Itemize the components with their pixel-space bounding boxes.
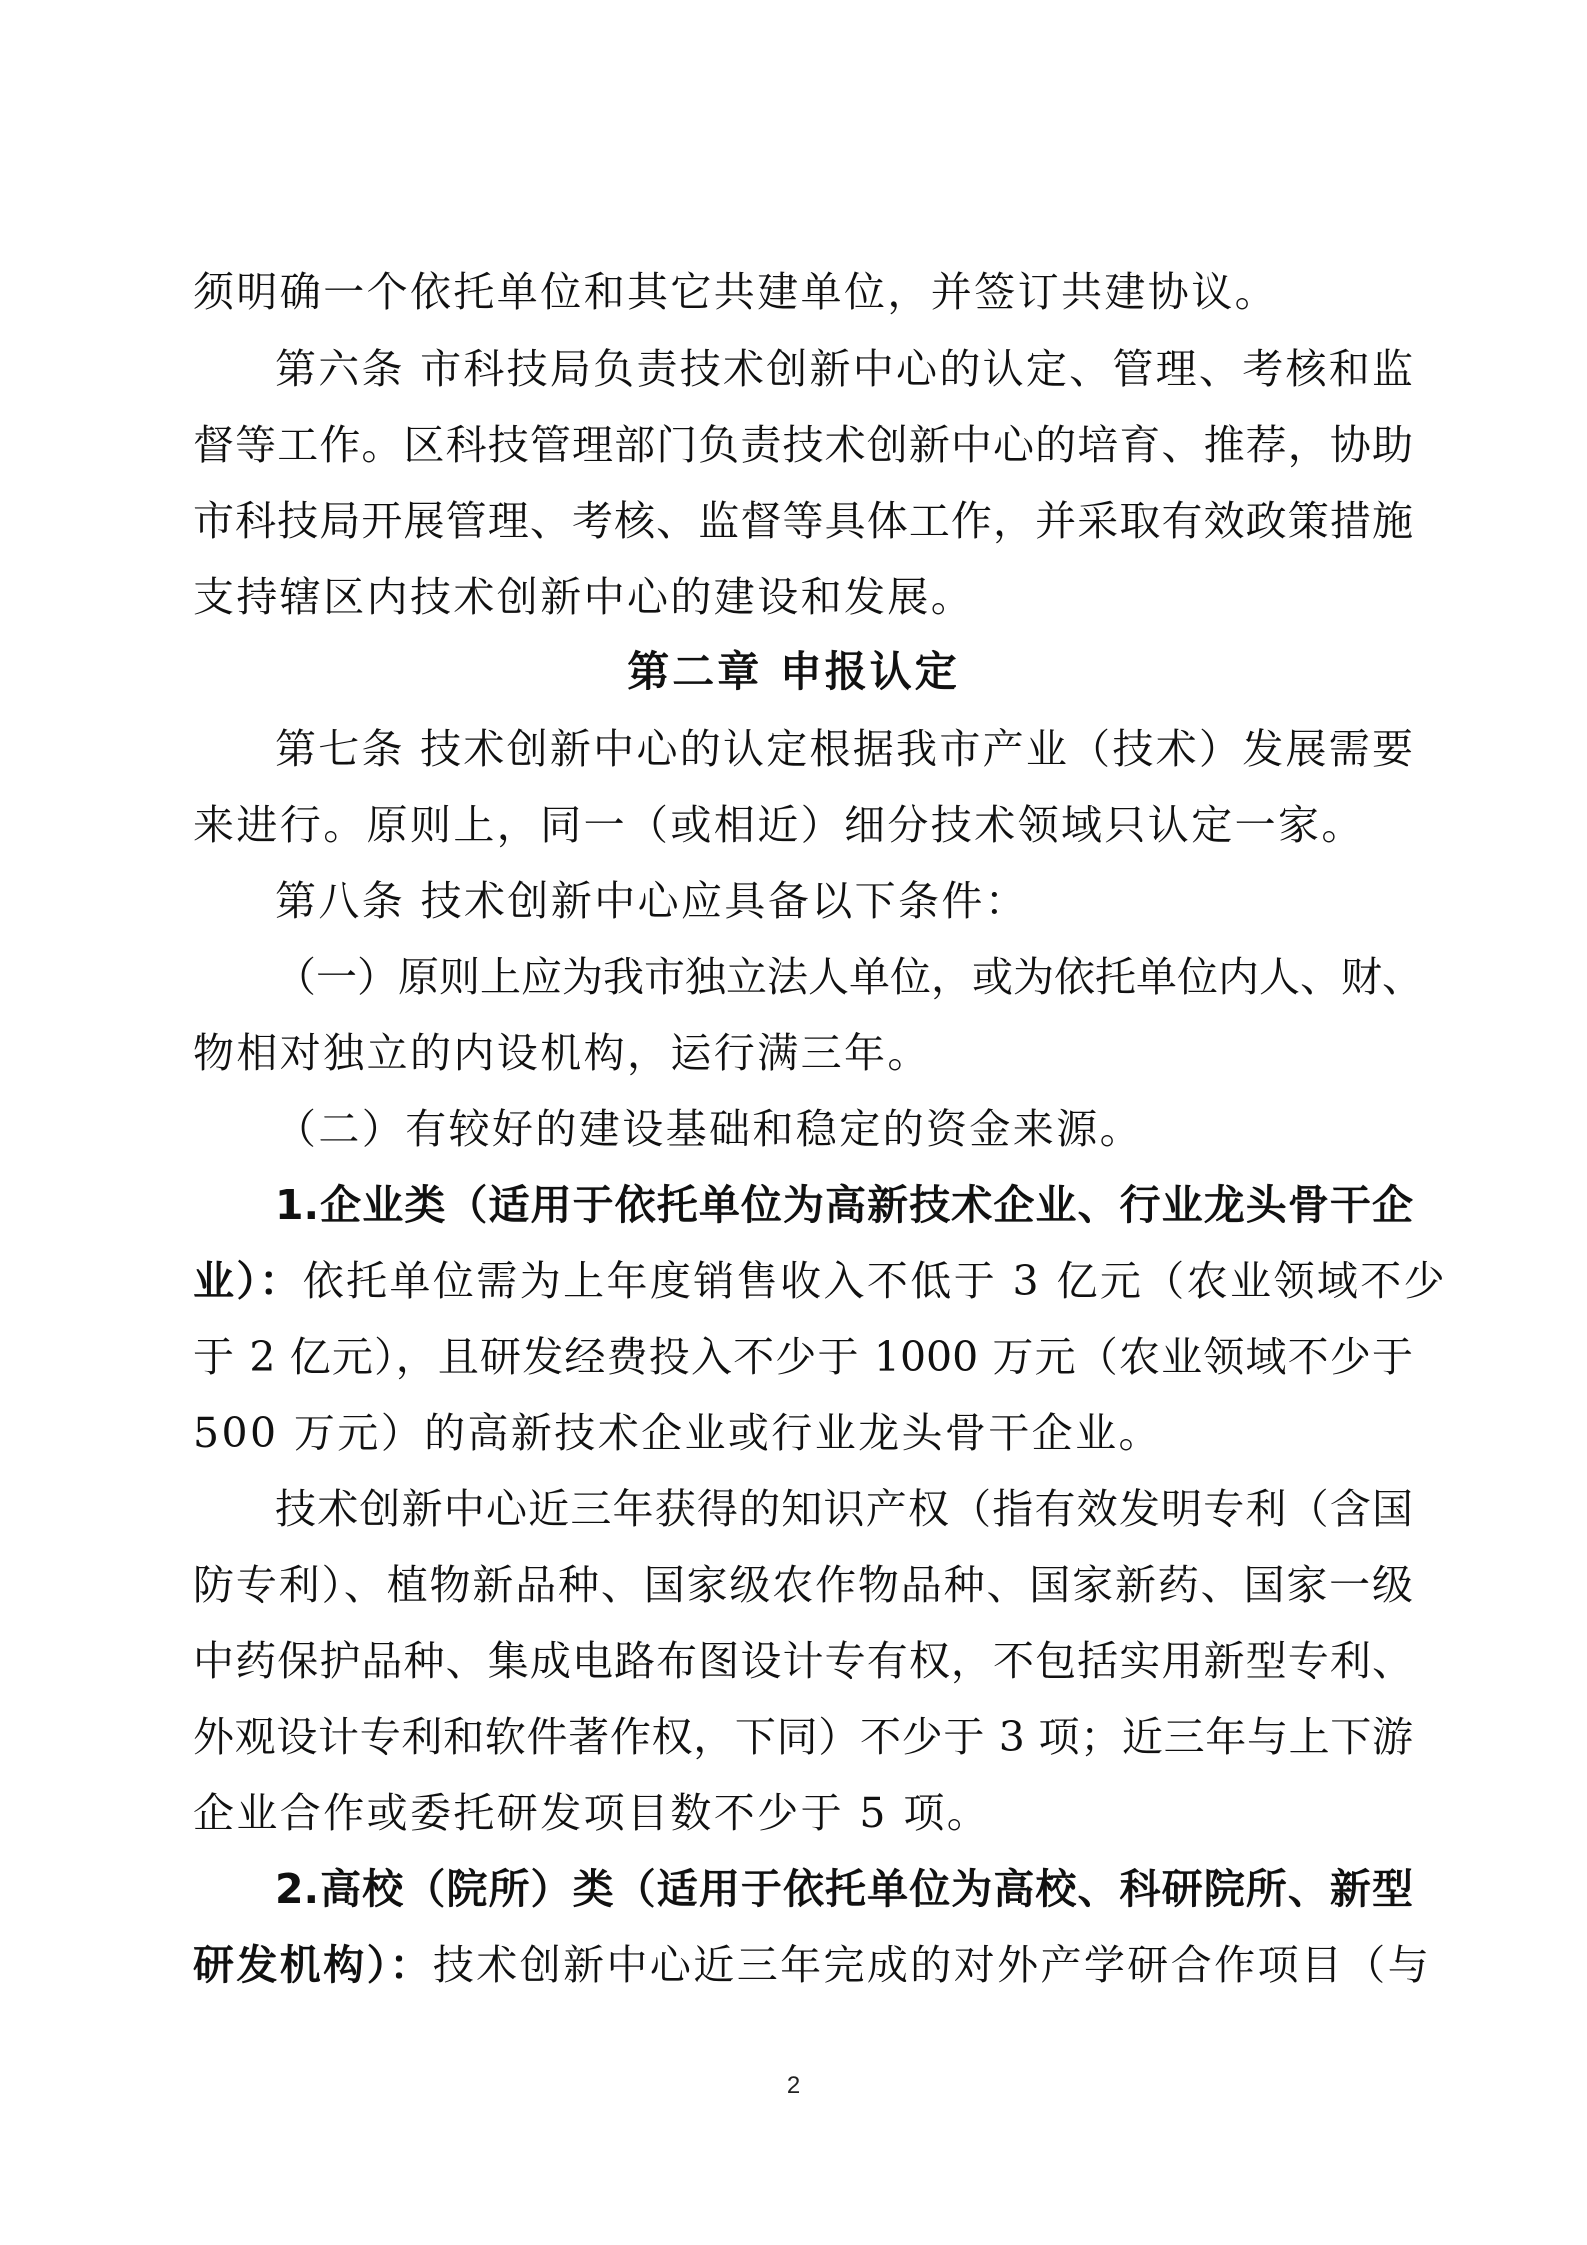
paragraph-line: [193, 1933, 1432, 1997]
paragraph-line: 外观设计专利和软件著作权，下同）不少于 3 项；近三年与上下游: [193, 1713, 1413, 1761]
paragraph-text: 依托单位需为上年度销售收入不低于 3 亿元（农业领域不少: [302, 1257, 1448, 1305]
page-number: 2: [786, 2072, 801, 2099]
paragraph-line: 500 万元）的高新技术企业或行业龙头骨干企业。: [193, 1409, 1162, 1457]
paragraph-line: 来进行。原则上，同一（或相近）细分技术领域只认定一家。: [193, 801, 1365, 849]
paragraph-line: 支持辖区内技术创新中心的建设和发展。: [193, 573, 975, 621]
paragraph-line: 技术创新中心近三年获得的知识产权（指有效发明专利（含国: [275, 1485, 1413, 1533]
paragraph-line: （一）原则上应为我市独立法人单位，或为依托单位内人、财、: [275, 953, 1423, 1001]
paragraph-line: 企业合作或委托研发项目数不少于 5 项。: [193, 1789, 991, 1837]
paragraph-line: [193, 1249, 1448, 1313]
chapter-heading: 第二章 申报认定: [627, 647, 960, 696]
paragraph-line: 须明确一个依托单位和其它共建单位，并签订共建协议。: [193, 268, 1278, 316]
paragraph-line: 第八条 技术创新中心应具备以下条件：: [275, 877, 1029, 925]
paragraph-text: 技术创新中心近三年完成的对外产学研合作项目（与: [432, 1941, 1432, 1989]
paragraph-line: 市科技局开展管理、考核、监督等具体工作，并采取有效政策措施: [193, 497, 1413, 545]
paragraph-line: 督等工作。区科技管理部门负责技术创新中心的培育、推荐，协助: [193, 421, 1413, 469]
paragraph-line: 物相对独立的内设机构，运行满三年。: [193, 1029, 931, 1077]
paragraph-line: 第七条 技术创新中心的认定根据我市产业（技术）发展需要: [275, 725, 1413, 773]
subheading-university-end: 研发机构）：: [193, 1941, 433, 1989]
subheading-enterprise-end: 业）：: [193, 1257, 303, 1305]
paragraph-line: 于 2 亿元），且研发经费投入不少于 1000 万元（农业领域不少于: [193, 1333, 1413, 1381]
paragraph-line: 防专利）、植物新品种、国家级农作物品种、国家新药、国家一级: [193, 1561, 1413, 1609]
paragraph-line: （二）有较好的建设基础和稳定的资金来源。: [275, 1105, 1143, 1153]
paragraph-line: 第六条 市科技局负责技术创新中心的认定、管理、考核和监: [275, 345, 1413, 393]
paragraph-line: 中药保护品种、集成电路布图设计专有权，不包括实用新型专利、: [193, 1637, 1413, 1685]
subheading-enterprise: 1.企业类（适用于依托单位为高新技术企业、行业龙头骨干企: [275, 1181, 1413, 1229]
subheading-university: 2.高校（院所）类（适用于依托单位为高校、科研院所、新型: [275, 1865, 1413, 1913]
